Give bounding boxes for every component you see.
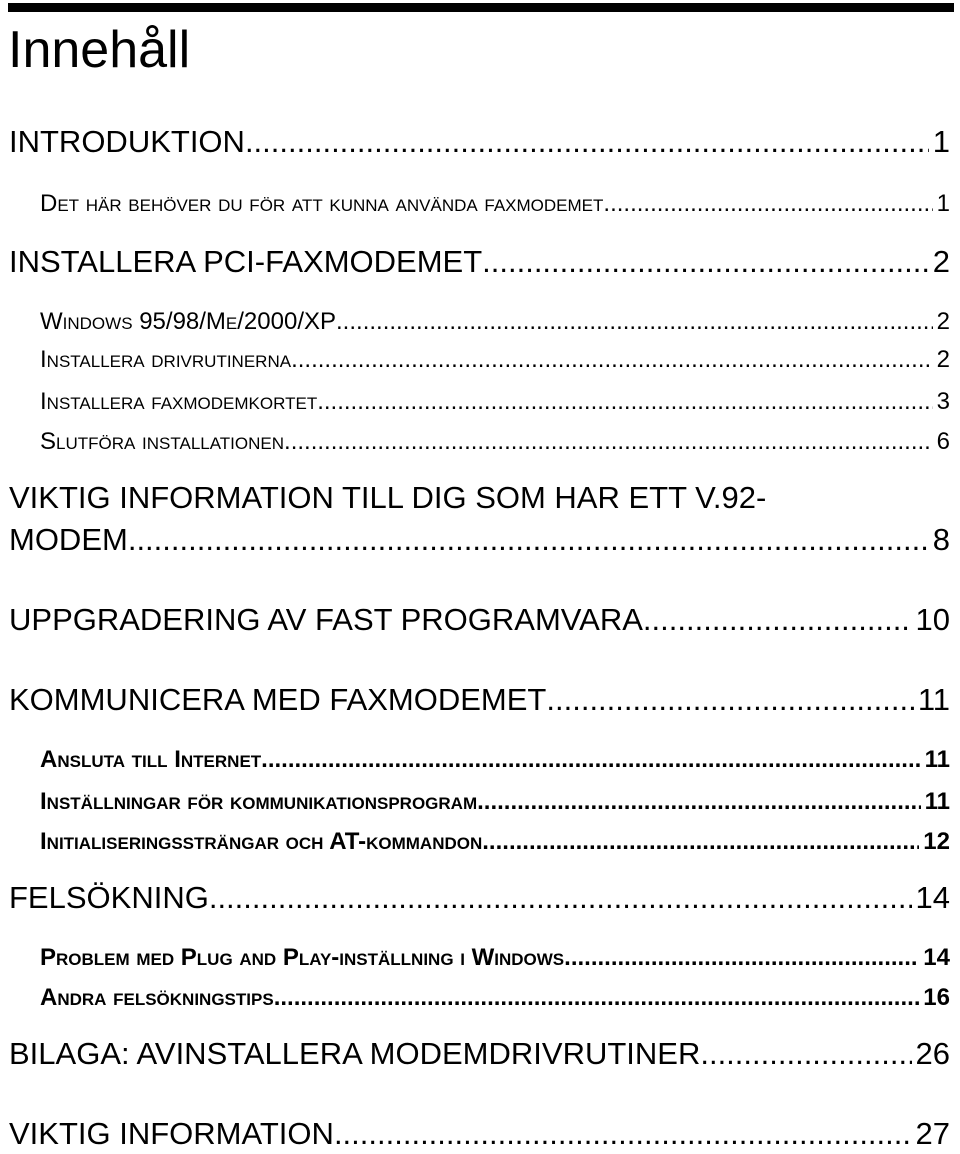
toc-entry-tips[interactable] — [0, 982, 960, 1014]
toc-entry-settings[interactable] — [0, 786, 960, 818]
toc-label: KOMMUNICERA MED FAXMODEMET — [9, 682, 547, 717]
toc-entry-appendix[interactable] — [0, 1034, 960, 1074]
toc-label: Installera drivrutinerna — [40, 346, 292, 373]
toc-label: Ansluta till Internet — [40, 746, 262, 773]
toc-page-number: 14 — [923, 944, 950, 971]
toc-leader — [274, 982, 920, 1014]
toc-entry-drivers[interactable] — [0, 344, 960, 376]
toc-entry-v92-line1[interactable] — [0, 478, 960, 518]
toc-label: UPPGRADERING AV FAST PROGRAMVARA — [9, 602, 643, 637]
toc-label: INSTALLERA PCI-FAXMODEMET — [9, 244, 483, 279]
toc-label: Installera faxmodemkortet — [40, 388, 318, 415]
toc-leader — [291, 344, 933, 376]
toc-page-number: 16 — [923, 984, 950, 1011]
toc-label: Initialiseringssträngar och AT-kommandon — [40, 828, 483, 855]
toc-label: Slutföra installationen — [40, 428, 285, 455]
toc-leader — [700, 1034, 911, 1074]
toc-leader — [336, 306, 933, 338]
toc-label: MODEM — [9, 522, 128, 557]
toc-entry-requirements[interactable] — [0, 188, 960, 220]
toc-leader — [245, 122, 929, 162]
toc-page-number: 11 — [924, 746, 950, 773]
toc-page-number: 10 — [915, 602, 950, 637]
toc-page-number: 12 — [923, 828, 950, 855]
toc-entry-initstrings[interactable] — [0, 826, 960, 858]
toc-leader — [482, 242, 929, 282]
toc-page-number: 27 — [915, 1116, 950, 1151]
toc-label: Det här behöver du för att kunna använda faxmodemet — [40, 190, 604, 217]
toc-entry-important[interactable] — [0, 1114, 960, 1154]
toc-page-number: 2 — [932, 244, 950, 279]
toc-entry-windows[interactable] — [0, 306, 960, 338]
toc-label: BILAGA: AVINSTALLERA MODEMDRIVRUTINER — [9, 1036, 701, 1071]
toc-entry-introduction[interactable] — [0, 122, 960, 162]
toc-label: Problem med Plug and Play-inställning i Windows — [40, 944, 565, 971]
toc-leader — [334, 1114, 912, 1154]
toc-leader — [317, 386, 932, 418]
toc-leader — [477, 786, 921, 818]
toc-leader — [482, 826, 919, 858]
toc-leader — [603, 188, 932, 220]
toc-label: FELSÖKNING — [9, 880, 209, 915]
toc-entry-install[interactable] — [0, 242, 960, 282]
toc-label: Andra felsökningstips — [40, 984, 274, 1011]
toc-leader — [546, 680, 913, 720]
toc-leader — [209, 878, 912, 918]
toc-label: INTRODUKTION — [9, 124, 245, 159]
toc-entry-communicate[interactable] — [0, 680, 960, 720]
toc-page-number: 14 — [915, 880, 950, 915]
toc-page-number: 11 — [917, 682, 950, 717]
toc-leader — [128, 520, 929, 560]
toc-page-number: 2 — [936, 346, 950, 373]
toc-page-number: 1 — [936, 190, 950, 217]
toc-entry-troubleshoot[interactable] — [0, 878, 960, 918]
toc-entry-firmware[interactable] — [0, 600, 960, 640]
toc-entry-card[interactable] — [0, 386, 960, 418]
toc-label: Windows 95/98/Me/2000/XP — [40, 308, 337, 335]
toc-page-number: 8 — [932, 522, 950, 557]
toc-entry-v92[interactable] — [0, 520, 960, 560]
toc-label: VIKTIG INFORMATION — [9, 1116, 334, 1151]
toc-leader — [643, 600, 912, 640]
toc-label: VIKTIG INFORMATION TILL DIG SOM HAR ETT V.92- — [9, 480, 767, 515]
toc-leader — [261, 744, 920, 776]
top-rule — [8, 3, 954, 12]
toc-page-number: 6 — [936, 428, 950, 455]
toc-entry-finish[interactable] — [0, 426, 960, 458]
toc-entry-pnp[interactable] — [0, 942, 960, 974]
toc-page-number: 2 — [936, 308, 950, 335]
toc-page-number: 26 — [915, 1036, 950, 1071]
toc-label: Inställningar för kommunikationsprogram — [40, 788, 478, 815]
page-title: Innehåll — [8, 21, 191, 79]
toc-leader — [284, 426, 933, 458]
toc-page-number: 1 — [932, 124, 950, 159]
toc-leader — [564, 942, 919, 974]
toc-page-number: 3 — [936, 388, 950, 415]
toc-page-number: 11 — [924, 788, 950, 815]
toc-entry-internet[interactable] — [0, 744, 960, 776]
